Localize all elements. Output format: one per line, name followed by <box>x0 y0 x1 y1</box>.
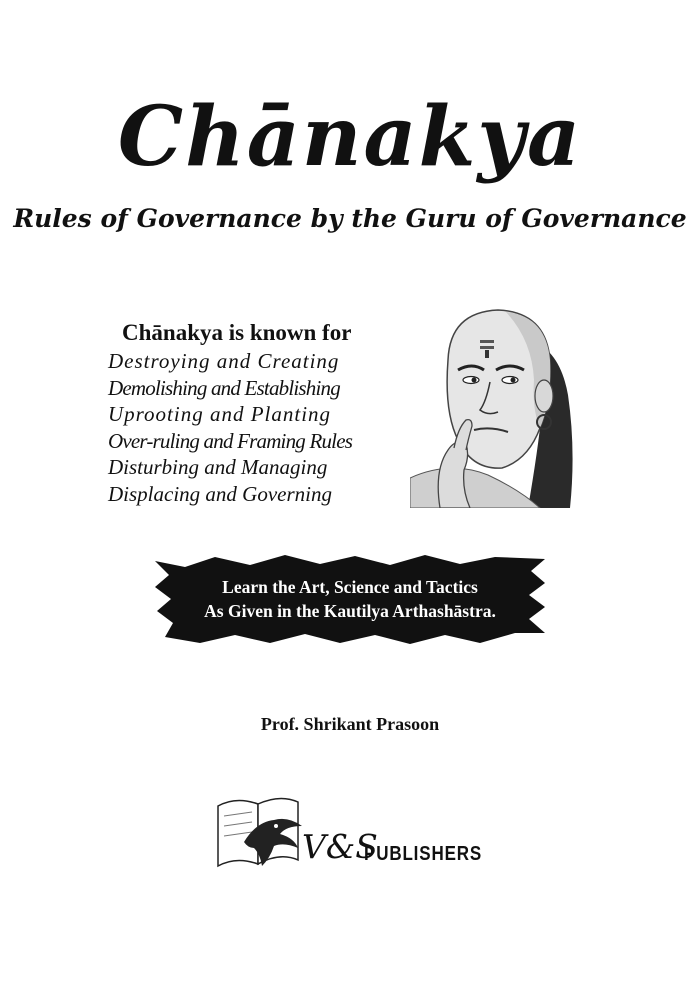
banner-line: As Given in the Kautilya Arthashāstra. <box>204 601 496 621</box>
author-name: Prof. Shrikant Prasoon <box>260 714 440 734</box>
known-for-block <box>108 320 408 507</box>
chanakya-portrait-icon <box>410 300 576 508</box>
book-title: Chānakya <box>117 89 583 185</box>
tagline-banner <box>155 553 545 645</box>
banner-text <box>155 575 545 623</box>
eagle-book-icon <box>214 786 304 876</box>
chanakya-portrait <box>410 300 576 508</box>
banner-line: Learn the Art, Science and Tactics <box>222 577 478 597</box>
known-for-item: Destroying and Creating <box>108 349 340 374</box>
known-for-item: Disturbing and Managing <box>108 455 328 480</box>
book-subtitle: Rules of Governance by the Guru of Governance <box>13 204 687 233</box>
publisher-logo <box>214 786 494 886</box>
known-for-heading: Chānakya is known for <box>122 320 352 345</box>
known-for-item: Displacing and Governing <box>108 481 332 506</box>
known-for-item: Demolishing and Establishing <box>108 375 340 400</box>
known-for-item: Over-ruling and Framing Rules <box>108 428 353 453</box>
known-for-item: Uprooting and Planting <box>108 402 332 427</box>
publisher-name: PUBLISHERS <box>364 843 483 865</box>
publisher-mark: V&S <box>302 827 378 866</box>
